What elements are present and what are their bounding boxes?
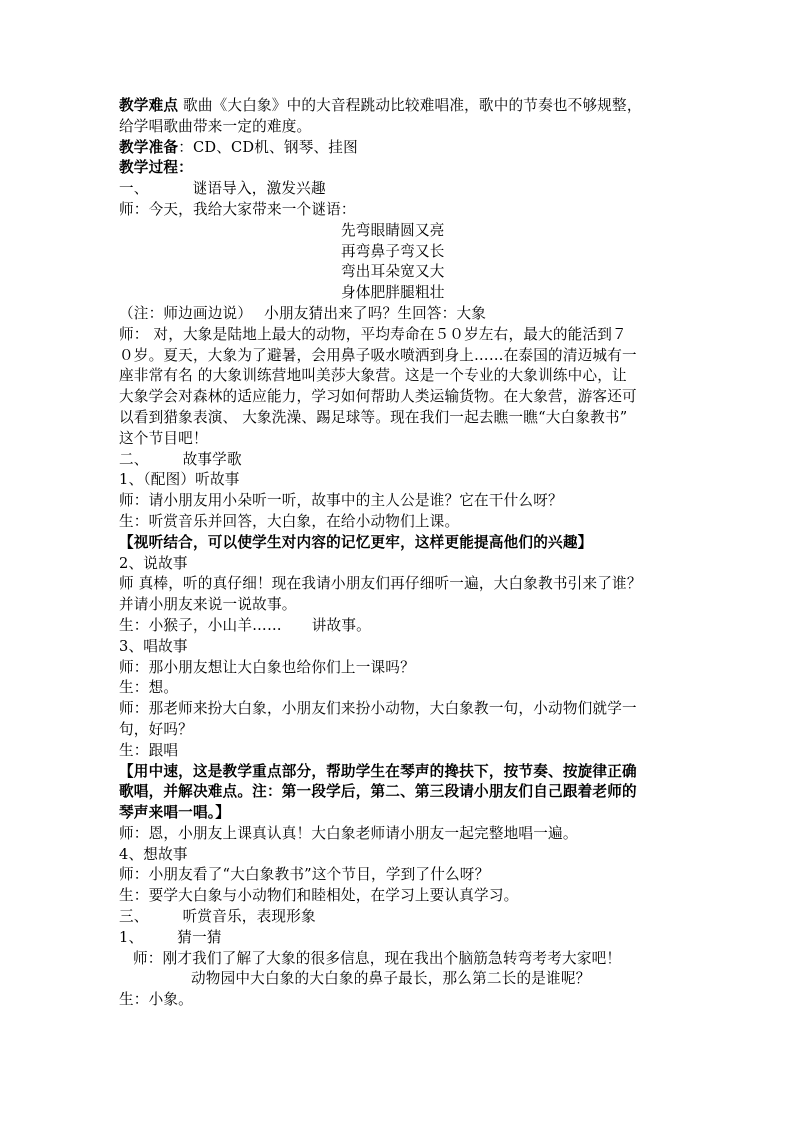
section-1-number: 一、: [119, 180, 149, 198]
note-line: [119, 304, 679, 325]
document-page: [119, 96, 679, 1011]
teacher-line: 句，好吗？: [119, 720, 193, 738]
prep-label: 教学准备: [119, 138, 179, 156]
section-3-heading: [119, 907, 679, 928]
bracket-note: 【视听结合，可以使学生对内容的记忆更牢，这样更能提高他们的兴趣】: [119, 533, 593, 551]
student-text-a: 生：小猴子，小山羊……: [119, 616, 282, 634]
section-2-heading: [119, 450, 679, 471]
step-4-heading: 4、想故事: [119, 845, 188, 863]
section-3-title: 听赏音乐，表现形象: [182, 908, 316, 926]
bracket-note: 【用中速，这是教学重点部分，帮助学生在琴声的搀扶下，按节奏、按旋律正确: [119, 762, 637, 780]
paragraph-line: 这个节目吧！: [119, 429, 208, 447]
step-2-heading: 2、说故事: [119, 554, 188, 572]
paragraph-line: 以看到猎象表演、 大象洗澡、踢足球等。现在我们一起去瞧一瞧“大白象教书”: [119, 408, 628, 426]
teacher-line: 师：刚才我们了解了大象的很多信息，现在我出个脑筋急转弯考考大家吧！: [133, 949, 622, 967]
paragraph-line: 大象学会对森林的适应能力，学习如何帮助人类运输货物。在大象营，游客还可: [119, 388, 637, 406]
riddle-line-3: 弯出耳朵宽又大: [341, 263, 445, 281]
section-1-title: 谜语导入，激发兴趣: [192, 180, 326, 198]
step-1-heading: 1、（配图）听故事: [119, 471, 240, 489]
student-line: 生：跟唱: [119, 741, 179, 759]
difficulty-line-1: [119, 96, 679, 117]
riddle-line-4: 身体肥胖腿粗壮: [341, 284, 445, 302]
teacher-line: 并请小朋友来说一说故事。: [119, 596, 297, 614]
prep-text: ：CD、CD机、钢琴、挂图: [178, 138, 358, 156]
riddle-line-2: 再弯鼻子弯又长: [341, 242, 445, 260]
student-line: 生：要学大白象与小动物们和睦相处，在学习上要认真学习。: [119, 887, 519, 905]
bracket-note: 琴声来唱一唱。】: [119, 804, 231, 822]
process-heading: 教学过程：: [119, 159, 193, 177]
sub-1-title: 猜一猜: [177, 928, 222, 946]
paragraph-line: ０岁。夏天，大象为了避暑，会用鼻子吸水喷洒到身上……在泰国的清迈城有一: [119, 346, 637, 364]
section-1-heading: [119, 179, 679, 200]
sub-1-number: 1、: [119, 928, 144, 946]
difficulty-line-2: 给学唱歌曲带来一定的难度。: [119, 117, 312, 135]
bracket-note: 歌唱，并解决难点。注：第一段学后，第二、第三段请小朋友们自己跟着老师的: [119, 783, 637, 801]
teacher-line: 师：请小朋友用小朵听一听，故事中的主人公是谁？它在干什么呀？: [119, 492, 563, 510]
teacher-line: 动物园中大白象的大白象的鼻子最长，那么第二长的是谁呢？: [191, 970, 591, 988]
prep-line: [119, 138, 679, 159]
note-part-b: 小朋友猜出来了吗？生回答：大象: [264, 304, 487, 322]
difficulty-text: 歌曲《大白象》中的大音程跳动比较难唱准，歌中的节奏也不够规整，: [178, 97, 642, 114]
teacher-line: 师：那老师来扮大白象，小朋友们来扮小动物，大白象教一句，小动物们就学一: [119, 700, 637, 718]
note-part-a: （注：师边画边说）: [119, 304, 253, 322]
teacher-line: 师：今天，我给大家带来一个谜语：: [119, 200, 356, 218]
paragraph-line: 师： 对，大象是陆地上最大的动物，平均寿命在５０岁左右，最大的能活到７: [119, 325, 627, 343]
section-2-title: 故事学歌: [182, 450, 242, 468]
student-line: 生：小象。: [119, 991, 193, 1009]
student-line: 生：听赏音乐并回答，大白象，在给小动物们上课。: [119, 512, 460, 530]
difficulty-label: 教学难点: [119, 97, 179, 114]
paragraph-line: 座非常有名 的大象训练营地叫美莎大象营。这是一个专业的大象训练中心，让: [119, 367, 627, 385]
teacher-line: 师：那小朋友想让大白象也给你们上一课吗？: [119, 658, 415, 676]
student-line: 生：想。: [119, 679, 179, 697]
riddle-line-1: 先弯眼睛圆又亮: [341, 221, 445, 239]
student-line: [119, 616, 679, 637]
sub-1-heading: [119, 928, 679, 949]
teacher-line: 师：小朋友看了“大白象教书”这个节目，学到了什么呀？: [119, 866, 490, 884]
section-3-number: 三、: [119, 908, 149, 926]
section-2-number: 二、: [119, 450, 149, 468]
teacher-line: 师 真棒，听的真仔细！现在我请小朋友们再仔细听一遍，大白象教书引来了谁？: [119, 575, 642, 593]
teacher-line: 师：恩，小朋友上课真认真！大白象老师请小朋友一起完整地唱一遍。: [119, 824, 578, 842]
student-text-b: 讲故事。: [311, 616, 371, 634]
step-3-heading: 3、唱故事: [119, 637, 188, 655]
